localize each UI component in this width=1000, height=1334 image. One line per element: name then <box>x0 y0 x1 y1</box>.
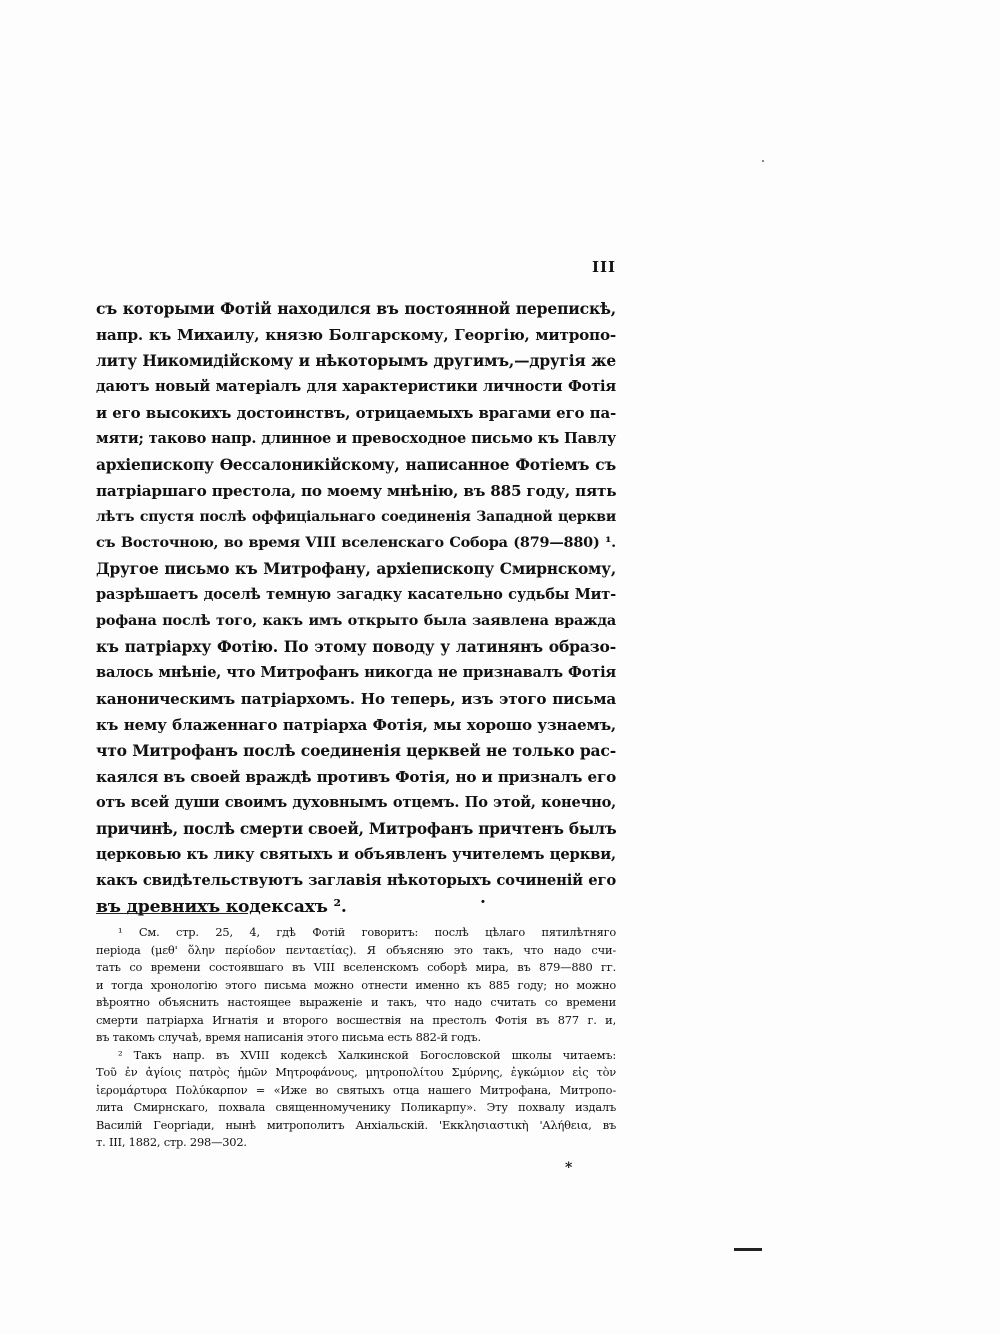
body-line: что Митрофанъ послѣ соединенія церквей не только рас- <box>96 741 616 760</box>
footnote-line: ² Такъ напр. въ XVIII кодексѣ Халкинской Богословской школы читаемъ: <box>118 1047 616 1062</box>
trailing-dot: . <box>480 888 486 908</box>
footnote-line: т. III, 1882, стр. 298—302. <box>96 1135 247 1149</box>
footnotes <box>96 924 616 1152</box>
footnote-line: смерти патріарха Игнатія и второго восшествія на престолъ Фотія въ 877 г. и, <box>96 1012 616 1027</box>
body-line: литу Никомидійскому и нѣкоторымъ другимъ,—другія же <box>96 352 616 370</box>
footnote-line: Τοῦ ἐν ἁγίοις πατρὸς ἡμῶν Μητροφάνους, μητροπολίτου Σμύρνης, ἐγκώμιον εἰς τὸν <box>96 1065 616 1079</box>
footnote-line: вѣроятно объяснить настоящее выраженіе и такъ, что надо считать со времени <box>96 995 616 1009</box>
scan-speck <box>762 160 764 162</box>
body-line: въ древнихъ кодексахъ ². <box>96 897 347 917</box>
body-line: лѣтъ спустя послѣ оффиціальнаго соединенія Западной церкви <box>96 509 616 525</box>
body-line: съ которыми Фотій находился въ постоянной перепискѣ, <box>96 299 616 318</box>
body-line: какъ свидѣтельствуютъ заглавія нѣкоторыхъ сочиненій его <box>96 872 616 889</box>
body-line: отъ всей души своимъ духовнымъ отцемъ. По этой, конечно, <box>96 794 616 811</box>
body-line: и его высокихъ достоинствъ, отрицаемыхъ врагами его па- <box>96 404 616 422</box>
footnote-divider <box>96 913 248 914</box>
footnote-line: лита Смирнскаго, похвала священномученику Поликарпу». Эту похвалу издалъ <box>96 1100 616 1114</box>
footnote-line: Василій Георгіади, нынѣ митрополитъ Анхіальскій. 'Εκκλησιαστικὴ 'Αλήθεια, въ <box>96 1117 616 1132</box>
body-line: каялся въ своей враждѣ противъ Фотія, но и призналъ его <box>96 768 616 786</box>
footnote-line: ἱερομάρτυρα Πολύκαρπον = «Иже во святыхъ отца нашего Митрофана, Митропо- <box>96 1082 616 1097</box>
signature-mark: * <box>565 1160 573 1176</box>
body-line: Другое письмо къ Митрофану, архіепископу Смирнскому, <box>96 560 616 578</box>
body-line: мяти; таково напр. длинное и превосходное письмо къ Павлу <box>96 430 616 447</box>
body-line: къ нему блаженнаго патріарха Фотія, мы хорошо узнаемъ, <box>96 716 616 734</box>
body-line: съ Восточною, во время VIII вселенскаго Собора (879—880) ¹. <box>96 534 616 551</box>
footnote-line: въ такомъ случаѣ, время написанія этого письма есть 882-й годъ. <box>96 1030 481 1044</box>
body-line: каноническимъ патріархомъ. Но теперь, изъ этого письма <box>96 690 616 708</box>
footnote-line: и тогда хронологію этого письма можно отнести именно къ 885 году; но можно <box>96 977 616 992</box>
body-line: напр. къ Михаилу, князю Болгарскому, Георгію, митропо- <box>96 326 616 344</box>
body-line: рофана послѣ того, какъ имъ открыто была заявлена вражда <box>96 612 616 629</box>
page-number: III <box>591 258 616 276</box>
body-line: церковью къ лику святыхъ и объявленъ учителемъ церкви, <box>96 846 616 863</box>
footnote-line: ¹ См. стр. 25, 4, гдѣ Фотій говоритъ: послѣ цѣлаго пятилѣтняго <box>118 925 616 939</box>
body-line: патріаршаго престола, по моему мнѣнію, въ 885 году, пять <box>96 482 617 500</box>
footnote-line: тать со времени состоявшаго въ VIII вселенскомъ соборѣ мира, въ 879—880 гг. <box>96 960 616 974</box>
scan-edge-mark <box>734 1248 762 1251</box>
body-line: разрѣшаетъ доселѣ темную загадку касательно судьбы Мит- <box>96 586 616 603</box>
body-text <box>96 296 616 920</box>
body-line: къ патріарху Фотію. По этому поводу у латинянъ образо- <box>96 637 616 656</box>
footnote-line: періода (μεθ' ὅλην περίοδον πενταετίας). Я объясняю это такъ, что надо счи- <box>96 942 616 957</box>
body-line: причинѣ, послѣ смерти своей, Митрофанъ причтенъ былъ <box>96 820 617 838</box>
body-line: даютъ новый матеріалъ для характеристики личности Фотія <box>96 378 616 395</box>
body-line: валось мнѣніе, что Митрофанъ никогда не признавалъ Фотія <box>96 664 616 681</box>
body-line: архіепископу Ѳессалоникійскому, написанное Фотіемъ съ <box>96 456 616 474</box>
